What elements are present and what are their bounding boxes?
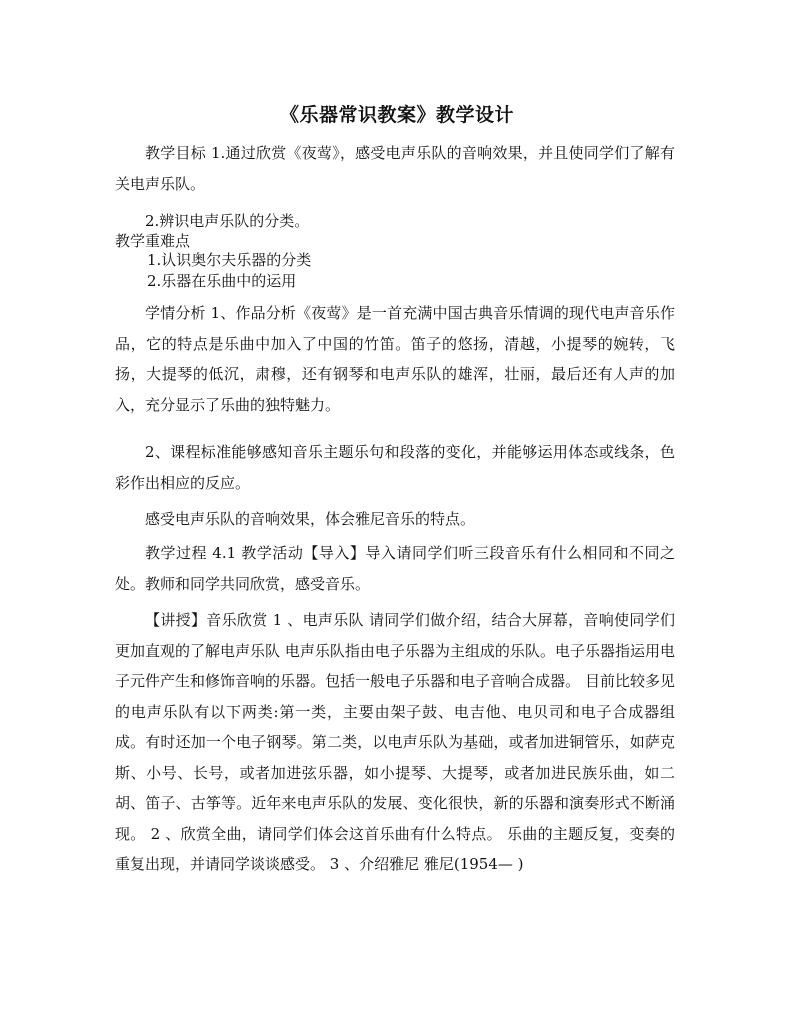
analysis-paragraph-1: 学情分析 1、作品分析《夜莺》是一首充满中国古典音乐情调的现代电声音乐作品，它的特点是乐曲中加入了中国的竹笛。笛子的悠扬，清越，小提琴的婉转，飞扬，大提琴的低沉，肃穆，还有钢琴和电声乐队的雄浑，壮丽，最后还有人声的加入，充分显示了乐曲的独特魅力。 <box>115 304 675 414</box>
analysis-paragraph-2: 2、课程标准能够感知音乐主题乐句和段落的变化，并能够运用体态或线条，色彩作出相应的反应。 <box>115 443 675 492</box>
process-paragraph-2: 【讲授】音乐欣赏 1 、电声乐队 请同学们做介绍，结合大屏幕，音响使同学们更加直观的了解电声乐队 电声乐队指由电子乐器为主组成的乐队。电子乐器指运用电子元件产生和修饰音响的乐器。包括一般电子乐器和电子音响合成器。 目前比较多见的电声乐队有以下两类:第一类，主要由架子鼓、电吉他、电贝司和电子合成器组成。有时还加一个电子钢琴。第二类，以电声乐队为基础，或者加进铜管乐，如萨克斯、小号、长号，或者加进弦乐器，如小提琴、大提琴，或者加进民族乐曲，如二胡、笛子、古筝等。近年来电声乐队的发展、变化很快，新的乐器和演奏形式不断涌现。 2 、欣赏全曲，请同学们体会这首乐曲有什么特点。 乐曲的主题反复，变奏的重复出现，并请同学谈谈感受。 3 、介绍雅尼 雅尼(1954— ) <box>115 611 675 873</box>
process-paragraph-1: 教学过程 4.1 教学活动【导入】导入请同学们听三段音乐有什么相同和不同之处。教师和同学共同欣赏，感受音乐。 <box>115 544 675 593</box>
difficulty-item-1: 1.认识奥尔夫乐器的分类 <box>147 251 312 269</box>
difficulty-heading: 教学重难点 <box>115 232 191 250</box>
difficulty-item-2: 2.乐器在乐曲中的运用 <box>147 272 297 290</box>
objective-paragraph: 教学目标 1.通过欣赏《夜莺》，感受电声乐队的音响效果，并且使同学们了解有关电声乐队。 <box>115 144 675 193</box>
objective-item-2: 2.辨识电声乐队的分类。 <box>145 212 310 230</box>
analysis-paragraph-3: 感受电声乐队的音响效果，体会雅尼音乐的特点。 <box>145 510 476 528</box>
document-title: 《乐器常识教案》教学设计 <box>279 104 514 126</box>
